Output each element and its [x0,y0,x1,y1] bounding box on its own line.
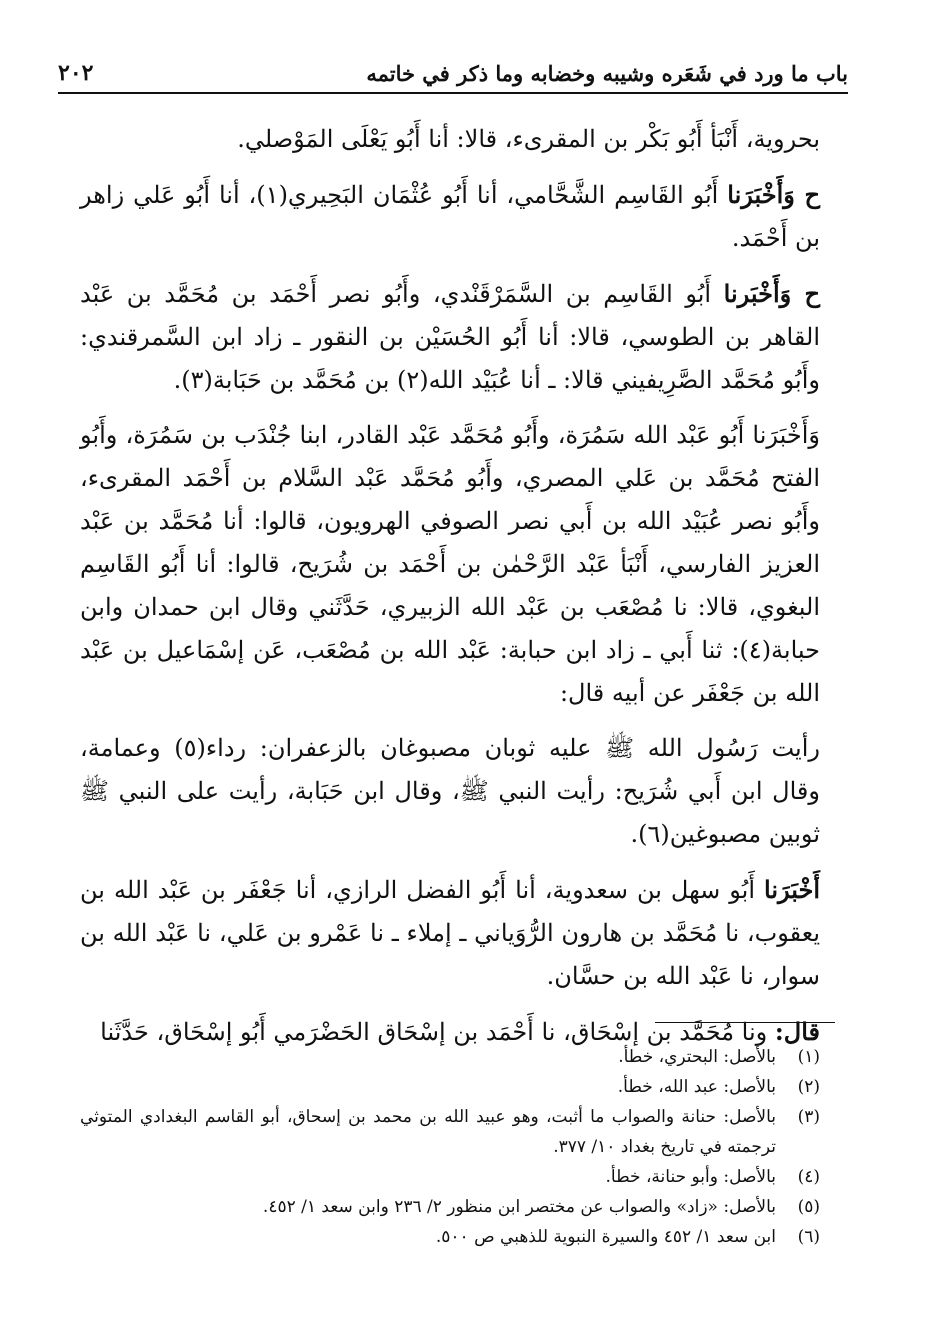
footnote [80,1042,820,1072]
paragraph [80,272,820,402]
footnote-number: (٣) [797,1107,820,1127]
running-title: باب ما ورد في شَعَره وشيبه وخضابه وما ذكر في خاتمه [366,61,848,86]
footnote [80,1192,820,1222]
footnote-text: بالأصل: البحتري، خطأ. [618,1047,776,1067]
footnote [80,1162,820,1192]
page-number: ٢٠٢ [58,60,94,86]
footnote [80,1222,820,1252]
footnote-number: (٥) [797,1197,820,1217]
paragraph-text: أَبُو القَاسِم الشَّحَّامي، أنا أَبُو عُثْمَان البَحِيري(١)، أنا أَبُو عَلي زاهر بن أَحْمَد. [80,181,820,252]
paragraph-lead: أَخْبَرَنا [764,875,820,904]
footnote-number: (١) [797,1047,820,1067]
footnote-text: بالأصل: «زاد» والصواب عن مختصر ابن منظور ٢/ ٢٣٦ وابن سعد ١/ ٤٥٢. [262,1197,776,1217]
footnote-number: (٢) [797,1077,820,1097]
footnote-divider [655,1022,835,1023]
paragraph-text: ونا مُحَمَّد بن إسْحَاق، نا أَحْمَد بن إسْحَاق الحَضْرَمي أَبُو إسْحَاق، حَدَّثَنا [100,1018,768,1046]
paragraph [80,414,820,715]
paragraph-text: أَبُو سهل بن سعدوية، أنا أَبُو الفضل الرازي، أنا جَعْفَر بن عَبْد الله بن يعقوب، نا مُحَمَّد بن هارون الرُّوَياني ـ إملاء ـ نا عَمْرو بن عَلي، نا عَبْد الله بن سوار، نا عَبْد الله بن حسَّان. [80,876,820,990]
paragraph-text: أَبُو القَاسِم بن السَّمَرْقَنْدي، وأَبُو نصر أَحْمَد بن مُحَمَّد بن عَبْد القاهر بن الطوسي، قالا: أنا أَبُو الحُسَيْن بن النقور ـ زاد ابن السَّمرقندي: وأَبُو مُحَمَّد الصَّرِيفيني قالا: ـ أنا عُبَيْد الله(٢) بن مُحَمَّد بن حَبَابة(٣). [80,280,820,394]
paragraph-text: بحروية، أَنْبَأ أَبُو بَكْر بن المقرىء، قالا: أنا أَبُو يَعْلَى المَوْصلي. [237,125,820,153]
paragraph [80,173,820,260]
footnote-number: (٤) [797,1167,820,1187]
footnote [80,1072,820,1102]
paragraph [80,868,820,998]
paragraph-lead: ح وَأَخْبَرنا [723,279,820,308]
footnote-text: بالأصل: عبد الله، خطأ. [617,1077,776,1097]
page-header [58,52,848,94]
footnote [80,1102,820,1162]
paragraph [80,118,820,161]
paragraph-lead: ح وَأَخْبَرَنا [727,180,820,209]
footnote-text: بالأصل: وأبو حنانة، خطأ. [605,1167,776,1187]
paragraph-text: وَأَخْبَرَنا أَبُو عَبْد الله سَمُرَة، وأَبُو مُحَمَّد عَبْد القادر، ابنا جُنْدَب بن سَمُرَة، وأَبُو الفتح مُحَمَّد بن عَلي المصري، وأَبُو مُحَمَّد عَبْد السَّلام بن أَحْمَد المقرىء، وأَبُو نصر عُبَيْد الله بن أَبي نصر الصوفي الهرويون، قالوا: أنا مُحَمَّد بن عَبْد العزيز الفارسي، أَنْبَأ عَبْد الرَّحْمٰن بن أَحْمَد بن شُرَيح، قالوا: أنا أَبُو القَاسِم البغوي، قالا: نا مُصْعَب بن عَبْد الله الزبيري، حَدَّثَني وقال ابن حمدان وابن حبابة(٤): ثنا أَبي ـ زاد ابن حبابة: عَبْد الله بن مُصْعَب، عَن إسْمَاعيل بن عَبْد الله بن جَعْفَر عن أبيه قال: [80,421,820,707]
main-text [80,118,820,1066]
footnote-text: بالأصل: حنانة والصواب ما أثبت، وهو عبيد الله بن محمد بن إسحاق، أبو القاسم البغدادي المتوثي ترجمته في تاريخ بغداد ١٠/ ٣٧٧. [80,1107,776,1157]
footnote-number: (٦) [797,1227,820,1247]
footnote-text: ابن سعد ١/ ٤٥٢ والسيرة النبوية للذهبي ص ٥٠٠. [435,1227,776,1247]
paragraph-lead: قال: [774,1017,820,1046]
paragraph [80,727,820,856]
footnotes [80,1042,820,1252]
paragraph-text: رأيت رَسُول الله ﷺ عليه ثوبان مصبوغان بالزعفران: رداء(٥) وعمامة، وقال ابن أَبي شُرَيح: رأيت النبي ﷺ، وقال ابن حَبَابة، رأيت على النبي ﷺ ثوبين مصبوغين(٦). [80,734,820,848]
